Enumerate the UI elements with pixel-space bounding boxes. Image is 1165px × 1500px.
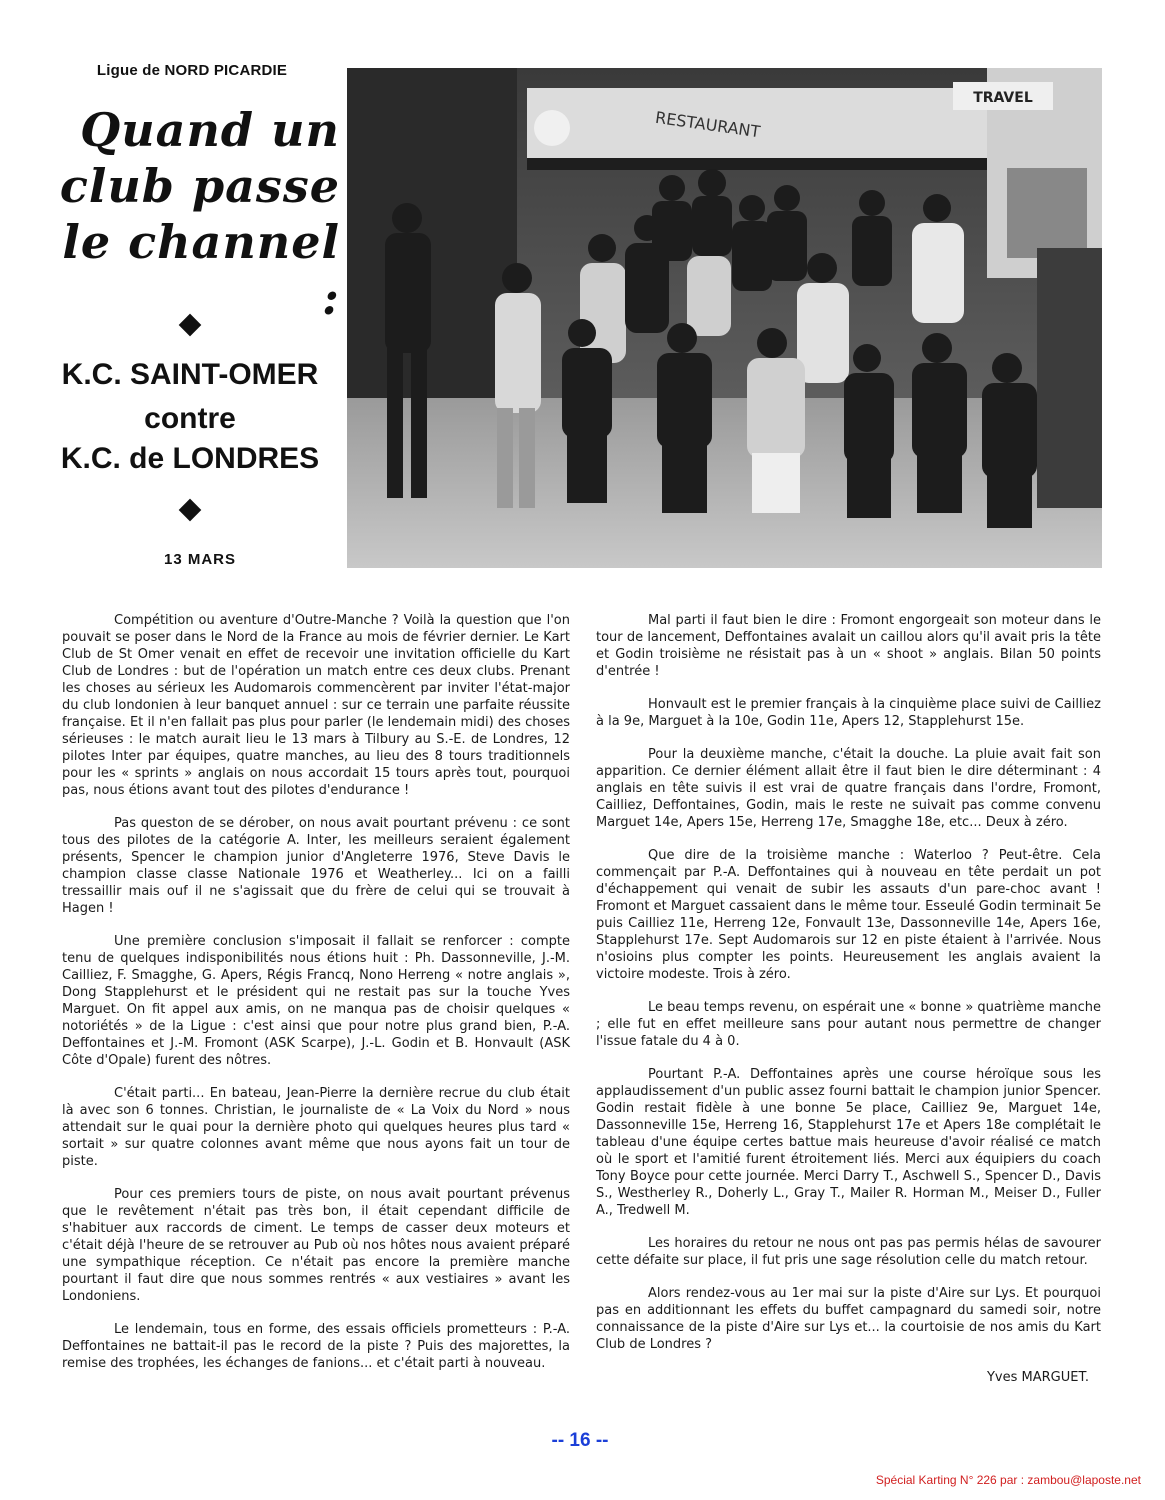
subtitle-line: contre bbox=[144, 402, 236, 435]
article-paragraph: Pour ces premiers tours de piste, on nous avait pourtant prévenus que le revêtement n'était pas très bon, il était cependant difficile de s'habituer aux raccords de ciment. Le temps de casser deux moteurs et c'était déjà l'heure de se retrouver au Pub où nos hôtes nous avaient préparé une sympathique réception. Ce n'était pas encore la première manche pourtant il faut dire que nous sommes rentrés « aux vestiaires » avant les Londoniens. bbox=[62, 1187, 570, 1304]
article-paragraph: Mal parti il faut bien le dire : Fromont engorgeait son moteur dans le tour de lancement, Deffontaines avalait un caillou alors qu'il avait pris la tête et Godin troisième ne résistait pas à un « shoot » anglais. Bilan 50 points d'entrée ! bbox=[596, 613, 1101, 679]
page-number: -- 16 -- bbox=[551, 1430, 609, 1451]
article-paragraph: Une première conclusion s'imposait il fallait se renforcer : compte tenu de quelques indisponibilités nous étions huit : Ph. Dassonneville, J.-M. Cailliez, F. Smagghe, G. Apers, Régis Francq, Nono Herreng « notre anglais », Dong Stapplehurst et le président qui ne restait pas sur la touche Yves Marguet. On fit appel aux amis, on ne manqua pas de choisir quelques « notoriétés » de la Ligue : c'est ainsi que pour notre plus grand bien, P.-A. Deffontaines et J.-M. Fromont (ASK Scarpe), J.-L. Godin et B. Honvault (ASK Côte d'Opale) furent des nôtres. bbox=[62, 934, 570, 1068]
title-line: le channel : bbox=[62, 215, 340, 325]
article-paragraph: Pour la deuxième manche, c'était la douche. La pluie avait fait son apparition. Ce dernier élément allait être il faut bien le dire déterminant : 4 anglais en tête suivis il est vrai de quatre français dans l'ordre, Fromont, Cailliez, Deffontaines, Godin, mais le reste ne suivait pas comme convenu Marguet 14e, Apers 15e, Herreng 17e, Smagghe 18e, etc... Deux à zéro. bbox=[596, 747, 1101, 830]
photo-sign-restaurant: RESTAURANT bbox=[654, 107, 762, 142]
article-paragraph: Que dire de la troisième manche : Waterloo ? Peut-être. Cela commençait par P.-A. Deffontaines qui à nouveau en tête perdait un pot d'échappement qui venait de subir les assauts d'un pare-choc avant ! Fromont et Marguet cassaient dans le même tour. Esseulé Godin terminait 5e puis Cailliez 11e, Herreng 12e, Fonvault 13e, Dassonneville 14e, Apers 16e, Stapplehurst 17e. Sept Audomarois sur 12 en piste étaient à l'arrivée. Nous n'osioins plus compter les points. Heureusement les anglais avaient la victoire modeste. Trois à zéro. bbox=[596, 848, 1101, 982]
team-photo bbox=[347, 68, 1102, 568]
article-title bbox=[40, 102, 340, 326]
article-column-right bbox=[596, 612, 1101, 1386]
photo-sign-travel: TRAVEL bbox=[973, 90, 1033, 106]
article-column-left bbox=[62, 612, 570, 1388]
title-line: club passe bbox=[59, 159, 340, 213]
title-line: Quand un bbox=[80, 103, 340, 157]
diamond-ornament-bottom bbox=[179, 499, 202, 522]
scan-credit: Spécial Karting N° 226 par : zambou@laposte.net bbox=[875, 1473, 1141, 1487]
author-signature: Yves MARGUET. bbox=[986, 1370, 1089, 1385]
article-paragraph: Le lendemain, tous en forme, des essais officiels prometteurs : P.-A. Deffontaines ne battait-il pas le record de la piste ? Puis des majorettes, la remise des trophées, les échanges de fanions... et c'était parti à nouveau. bbox=[62, 1322, 570, 1371]
subtitle-line: K.C. SAINT-OMER bbox=[61, 358, 319, 391]
article-paragraph: Compétition ou aventure d'Outre-Manche ? Voilà la question que l'on pouvait se poser dans le Nord de la France au mois de février dernier. Le Kart Club de St Omer venait en effet de recevoir une invitation officielle du Kart Club de Londres : but de l'opération un match entre ces deux clubs. Prenant les choses au sérieux les Audomarois commencèrent par inviter l'état-major du club londonien à leur banquet annuel : sur ce terrain une parfaite réussite française. Et il n'en fallait pas plus pour parler (le lendemain midi) des choses sérieuses : le match aurait lieu le 13 mars à Tilbury au S.-E. de Londres, 12 pilotes Inter par équipes, quatre manches, au lieu des 8 tours traditionnels pour les « sprints » anglais on nous accordait 15 tours après tout, pourquoi pas, nous étions avant tout des pilotes d'endurance ! bbox=[62, 613, 570, 798]
article-paragraph: Les horaires du retour ne nous ont pas pas permis hélas de savourer cette défaite sur place, il fut pris une sage résolution celle du match retour. bbox=[596, 1236, 1101, 1268]
article-paragraph: C'était parti... En bateau, Jean-Pierre la dernière recrue du club était là avec son 6 tonnes. Christian, le journaliste de « La Voix du Nord » nous attendait sur le quai pour la dernière photo qui quelques heures plus tard « sortait » sur quatre colonnes avant même que nous ayons fait un tour de piste. bbox=[62, 1086, 570, 1169]
article-paragraph: Pas queston de se dérober, on nous avait pourtant prévenu : ce sont tous des pilotes de la catégorie A. Inter, les meilleurs seraient également présents, Spencer le champion junior d'Angleterre 1976, Steve Davis le champion classe classe Nationale 1976 et Weatherley... Ici on a failli tressaillir mais ouf il ne s'agissait que du frère de celui qui se trouvait à Hagen ! bbox=[62, 816, 570, 916]
article-paragraph: Alors rendez-vous au 1er mai sur la piste d'Aire sur Lys. Et pourquoi pas en additionnant les effets du buffet campagnard du samedi soir, notre connaissance de la piste d'Aire sur Lys et... la courtoisie de nos amis du Kart Club de Londres ? bbox=[596, 1286, 1101, 1352]
event-date: 13 MARS bbox=[163, 551, 237, 568]
article-paragraph: Pourtant P.-A. Deffontaines après une course héroïque sous les applaudissement d'un public assez fourni battait le champion junior Spencer. Godin restait fidèle à une bonne 5e place, Cailliez 9e, Marguet 14e, Dassonneville 15e, Herreng 16, Stapplehurst 17e et Apers 18e complétait le tableau d'une équipe certes battue mais heureuse d'avoir réalisé ce match où le sport et l'amitié furent étroitement liés. Merci aux équipiers du coach Tony Boyce pour cette journée. Merci Darry T., Aschwell S., Spencer D., Davis S., Westherley R., Doherly L., Gray T., Mailer R. Horman M., Meiser D., Fuller A., Tredwell M. bbox=[596, 1067, 1101, 1218]
subtitle-line: K.C. de LONDRES bbox=[60, 442, 320, 475]
league-heading: Ligue de NORD PICARDIE bbox=[96, 62, 288, 79]
article-paragraph: Le beau temps revenu, on espérait une « bonne » quatrième manche ; elle fut en effet meilleure sans pour autant nous permettre de changer l'issue fatale du 4 à 0. bbox=[596, 1000, 1101, 1049]
article-paragraph: Honvault est le premier français à la cinquième place suivi de Cailliez à la 9e, Marguet à la 10e, Godin 11e, Apers 12, Stapplehurst 15e. bbox=[596, 697, 1101, 729]
